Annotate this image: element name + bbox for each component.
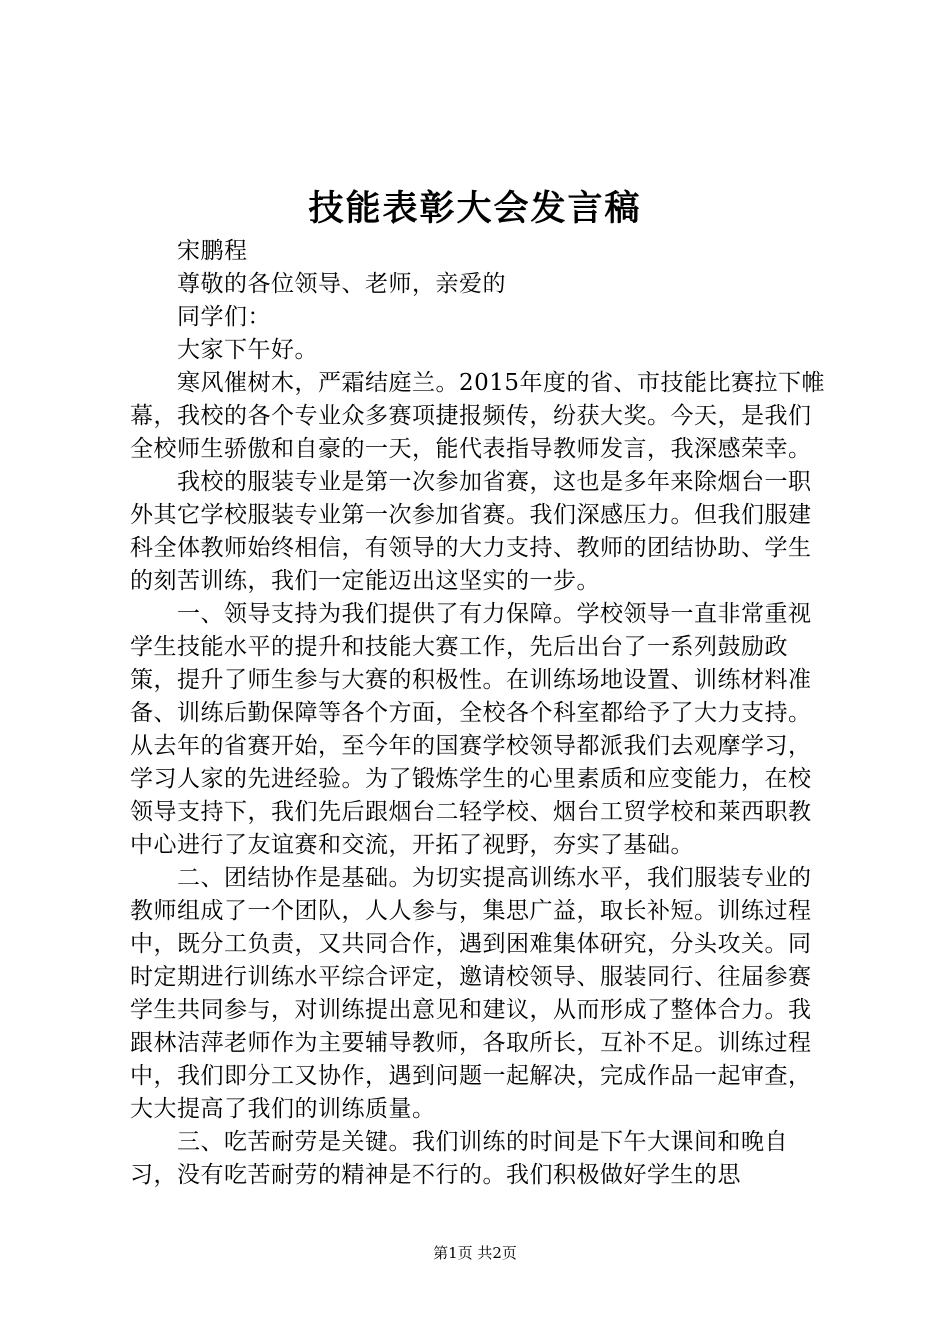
greeting-line: 大家下午好。 xyxy=(177,337,318,363)
author-line: 宋鹏程 xyxy=(177,238,248,264)
greeting-line: 同学们： xyxy=(177,304,271,330)
body-paragraph: 三、吃苦耐劳是关键。我们训练的时间是下午大课间和晚自习，没有吃苦耐劳的精神是不行的。我们积极做好学生的思 xyxy=(130,1129,788,1188)
document-title: 技能表彰大会发言稿 xyxy=(308,188,642,229)
greeting-line: 尊敬的各位领导、老师，亲爱的 xyxy=(177,271,506,297)
body-paragraph: 寒风催树木，严霜结庭兰。2015年度的省、市技能比赛拉下帷幕，我校的各个专业众多赛项捷报频传，纷获大奖。今天，是我们全校师生骄傲和自豪的一天，能代表指导教师发言，我深感荣幸。 xyxy=(130,370,826,462)
body-paragraph: 一、领导支持为我们提供了有力保障。学校领导一直非常重视学生技能水平的提升和技能大赛工作，先后出台了一系列鼓励政策，提升了师生参与大赛的积极性。在训练场地设置、训练材料准备、训练后勤保障等各个方面，全校各个科室都给予了大力支持。从去年的省赛开始，至今年的国赛学校领导都派我们去观摩学习，学习人家的先进经验。为了锻炼学生的心里素质和应变能力，在校领导支持下，我们先后跟烟台二轻学校、烟台工贸学校和莱西职教中心进行了友谊赛和交流，开拓了视野，夯实了基础。 xyxy=(130,601,812,858)
body-paragraph: 我校的服装专业是第一次参加省赛，这也是多年来除烟台一职外其它学校服装专业第一次参加省赛。我们深感压力。但我们服建科全体教师始终相信，有领导的大力支持、教师的团结协助、学生的刻苦训练，我们一定能迈出这坚实的一步。 xyxy=(130,469,812,594)
document-body xyxy=(130,235,830,1192)
page-number: 第1页 共2页 xyxy=(433,1244,517,1262)
body-paragraph: 二、团结协作是基础。为切实提高训练水平，我们服装专业的教师组成了一个团队，人人参与，集思广益，取长补短。训练过程中，既分工负责，又共同合作，遇到困难集体研究，分头攻关。同时定期进行训练水平综合评定，邀请校领导、服装同行、往届参赛学生共同参与，对训练提出意见和建议，从而形成了整体合力。我跟林洁萍老师作为主要辅导教师，各取所长，互补不足。训练过程中，我们即分工又协作，遇到问题一起解决，完成作品一起审查，大大提高了我们的训练质量。 xyxy=(130,865,812,1122)
